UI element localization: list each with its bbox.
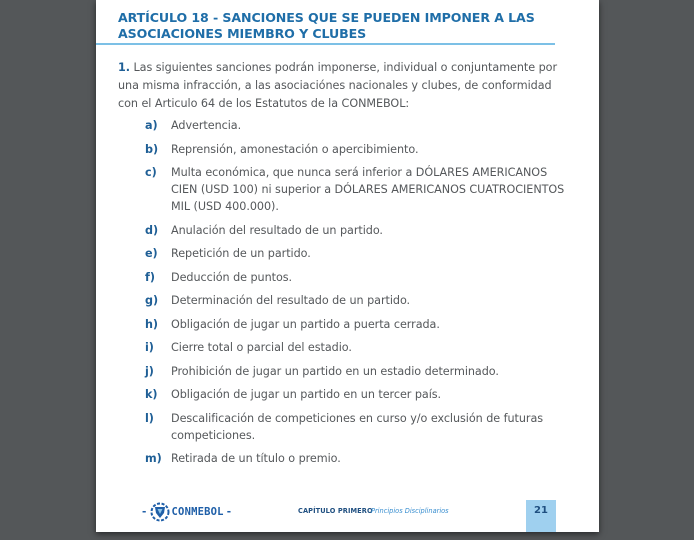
item-text: Multa económica, que nunca será inferior a DÓLARES AMERICANOS CIEN (USD 100) ni superior a DÓLARES AMERICANOS CUATROCIENTOS MIL (USD 400.000). <box>171 166 565 213</box>
list-item <box>145 339 565 356</box>
list-item <box>145 292 565 309</box>
logo-text: CONMEBOL <box>171 506 224 518</box>
item-label: c) <box>145 166 157 179</box>
item-text: Reprensión, amonestación o apercibimiento. <box>171 142 419 156</box>
page-number: 21 <box>526 500 556 532</box>
article-title-line-2: ASOCIACIONES MIEMBRO Y CLUBES <box>118 26 367 41</box>
logo-dash-left: - <box>141 506 148 518</box>
list-item <box>145 410 565 444</box>
item-label: m) <box>145 452 162 465</box>
item-label: e) <box>145 247 158 260</box>
list-item <box>145 386 565 403</box>
article-title-line-1: ARTÍCULO 18 - SANCIONES QUE SE PUEDEN IMPONER A LAS <box>118 10 535 25</box>
paragraph-number: 1. <box>118 61 130 74</box>
item-text: Deducción de puntos. <box>171 270 293 284</box>
list-item <box>145 245 565 262</box>
list-item <box>145 363 565 380</box>
item-label: a) <box>145 119 158 132</box>
item-label: l) <box>145 411 154 425</box>
item-text: Determinación del resultado de un partido. <box>171 294 411 307</box>
list-item <box>145 117 565 134</box>
conmebol-shield-icon <box>150 502 170 522</box>
item-text: Cierre total o parcial del estadio. <box>171 341 352 354</box>
intro-paragraph <box>118 59 558 113</box>
intro-text: Las siguientes sanciones podrán imponerse, individual o conjuntamente por una misma infracción, a las asociaciónes nacionales y clubes, de conformidad con el Articulo 64 de los Estatutos de la CONMEBOL: <box>118 61 557 110</box>
item-text: Descalificación de competiciones en curso y/o exclusión de futuras competiciones. <box>171 411 544 442</box>
footer-section-title: Principios Disciplinarios <box>371 507 449 515</box>
title-divider <box>96 43 555 45</box>
list-item <box>145 450 565 467</box>
item-label: k) <box>145 388 158 401</box>
list-item <box>145 164 565 215</box>
article-title <box>118 10 558 42</box>
item-label: h) <box>145 317 158 331</box>
sanctions-list <box>145 117 565 474</box>
list-item <box>145 222 565 239</box>
item-text: Advertencia. <box>171 119 242 132</box>
item-text: Repetición de un partido. <box>171 247 311 260</box>
item-label: i) <box>145 341 154 354</box>
item-text: Anulación del resultado de un partido. <box>171 223 383 237</box>
item-label: g) <box>145 294 159 307</box>
item-label: f) <box>145 270 155 284</box>
item-label: j) <box>145 364 154 378</box>
item-text: Obligación de jugar un partido en un tercer país. <box>171 388 442 401</box>
logo-dash-right: - <box>225 506 233 518</box>
list-item <box>145 269 565 286</box>
item-text: Retirada de un título o premio. <box>171 452 341 465</box>
document-page <box>96 0 599 532</box>
item-label: b) <box>145 142 159 156</box>
item-text: Prohibición de jugar un partido en un estadio determinado. <box>171 364 499 378</box>
item-label: d) <box>145 223 159 237</box>
list-item <box>145 141 565 158</box>
item-text: Obligación de jugar un partido a puerta cerrada. <box>171 317 440 331</box>
footer-chapter: CAPÍTULO PRIMERO <box>298 507 373 515</box>
conmebol-logo <box>139 503 234 521</box>
list-item <box>145 316 565 333</box>
